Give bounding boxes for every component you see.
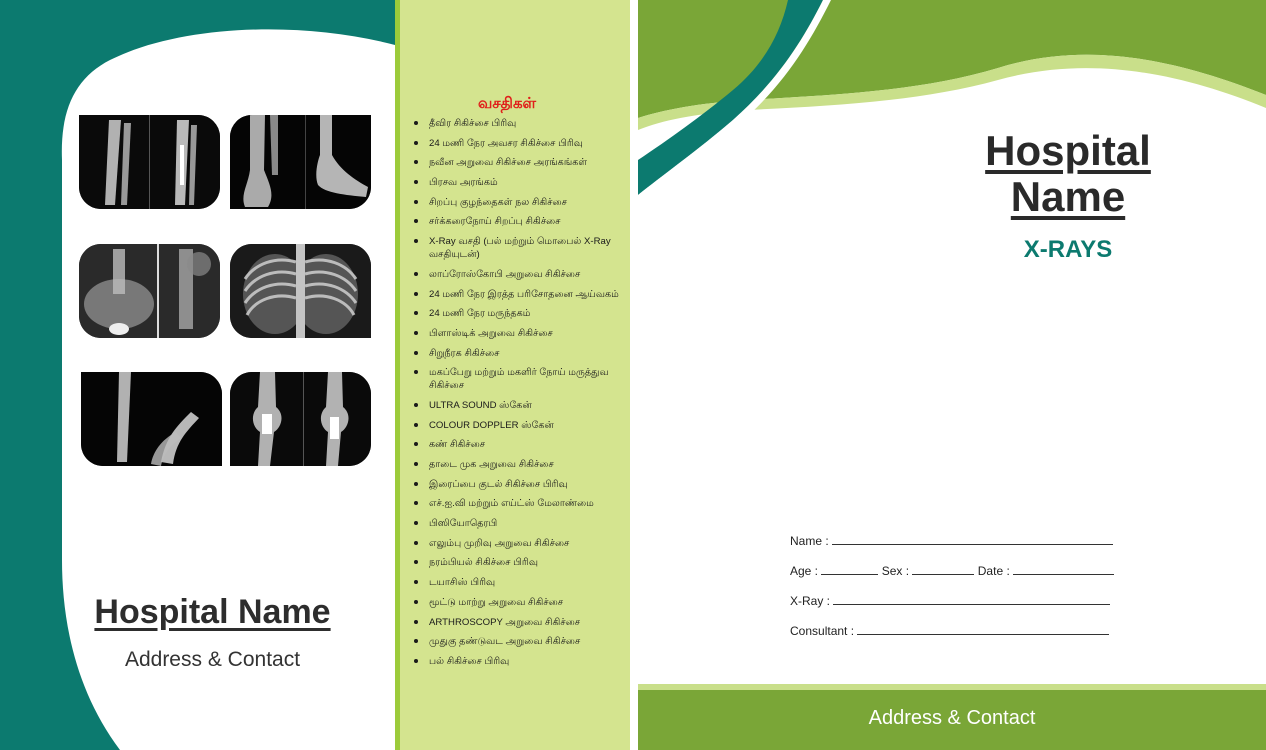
facility-item xyxy=(410,478,625,491)
left-panel xyxy=(0,0,395,750)
facility-item xyxy=(410,176,625,189)
bullet-icon xyxy=(414,200,418,204)
bullet-icon xyxy=(414,639,418,643)
facility-item xyxy=(410,537,625,550)
facility-item xyxy=(410,196,625,209)
bullet-icon xyxy=(414,403,418,407)
bullet-icon xyxy=(414,351,418,355)
arm-elbow-xray xyxy=(81,372,222,466)
bullet-icon xyxy=(414,311,418,315)
facility-label: ULTRA SOUND ஸ்கேன் xyxy=(429,399,532,411)
consultant-field[interactable] xyxy=(857,622,1109,635)
date-label: Date : xyxy=(977,564,1010,578)
bullet-icon xyxy=(414,659,418,663)
facilities-panel xyxy=(395,0,630,750)
facility-label: பல் சிகிச்சை பிரிவு xyxy=(429,655,510,667)
facility-label: 24 மணி நேர மருந்தகம் xyxy=(429,308,531,320)
facility-item xyxy=(410,616,625,629)
facility-label: நரம்பியல் சிகிச்சை பிரிவு xyxy=(429,557,539,569)
facility-item xyxy=(410,137,625,150)
sex-field[interactable] xyxy=(912,562,974,575)
bullet-icon xyxy=(414,521,418,525)
facility-item xyxy=(410,307,625,320)
sex-label: Sex : xyxy=(881,564,910,578)
facility-label: நவீன அறுவை சிகிச்சை அரங்கங்கள் xyxy=(429,157,588,169)
facility-label: சர்க்கரைநோய் சிறப்பு சிகிச்சை xyxy=(429,216,561,228)
bullet-icon xyxy=(414,541,418,545)
facility-item xyxy=(410,576,625,589)
facility-item xyxy=(410,366,625,392)
facility-label: எச்.ஐ.வி மற்றும் எய்ட்ஸ் மேலாண்மை xyxy=(429,498,594,510)
bullet-icon xyxy=(414,292,418,296)
facility-label: COLOUR DOPPLER ஸ்கேன் xyxy=(429,419,554,431)
bullet-icon xyxy=(414,121,418,125)
facility-item xyxy=(410,438,625,451)
name-field[interactable] xyxy=(832,532,1113,545)
date-field[interactable] xyxy=(1013,562,1114,575)
bullet-icon xyxy=(414,370,418,374)
facility-item xyxy=(410,419,625,432)
facility-item xyxy=(410,635,625,648)
facility-item xyxy=(410,327,625,340)
bullet-icon xyxy=(414,620,418,624)
ankle-foot-xray xyxy=(230,115,371,209)
bullet-icon xyxy=(414,180,418,184)
xray-label: X-Ray : xyxy=(790,594,831,608)
bullet-icon xyxy=(414,219,418,223)
facility-item xyxy=(410,117,625,130)
bullet-icon xyxy=(414,239,418,243)
panel-divider xyxy=(630,0,638,750)
facilities-title: வசதிகள் xyxy=(478,95,537,112)
facility-label: லாப்ரோஸ்கோபி அறுவை சிகிச்சை xyxy=(429,268,581,280)
right-panel xyxy=(638,0,1266,750)
facility-label: 24 மணி நேர அவசர சிகிச்சை பிரிவு xyxy=(429,137,583,149)
facility-label: சிறப்பு குழந்தைகள் நல சிகிச்சை xyxy=(429,196,567,208)
facility-label: 24 மணி நேர இரத்த பரிசோதனை ஆய்வகம் xyxy=(429,288,619,300)
facility-label: தீவிர சிகிச்சை பிரிவு xyxy=(429,118,517,129)
facility-label: இரைப்பை குடல் சிகிச்சை பிரிவு xyxy=(429,478,568,490)
bullet-icon xyxy=(414,331,418,335)
facility-item xyxy=(410,596,625,609)
chest-xray xyxy=(230,244,371,338)
facility-item xyxy=(410,517,625,530)
footer-address: Address & Contact xyxy=(868,707,1036,729)
bullet-icon xyxy=(414,501,418,505)
facility-item xyxy=(410,458,625,471)
facility-item xyxy=(410,235,625,261)
xray-field[interactable] xyxy=(833,592,1110,605)
facility-item xyxy=(410,399,625,412)
bullet-icon xyxy=(414,560,418,564)
bullet-icon xyxy=(414,482,418,486)
bullet-icon xyxy=(414,462,418,466)
xray-row xyxy=(790,592,1110,608)
forearm-xray xyxy=(79,115,220,209)
bullet-icon xyxy=(414,600,418,604)
pelvis-spine-xray xyxy=(79,244,220,338)
facility-item xyxy=(410,497,625,510)
bullet-icon xyxy=(414,141,418,145)
bullet-icon xyxy=(414,423,418,427)
name-label: Name : xyxy=(790,534,829,548)
facility-label: மகப்பேறு மற்றும் மகளிர் நோய் மருத்துவ சிகிச்சை xyxy=(429,367,609,392)
facility-label: டயாசிஸ் பிரிவு xyxy=(429,577,496,589)
facility-label: மூட்டு மாற்று அறுவை சிகிச்சை xyxy=(429,596,564,608)
facility-label: எலும்பு முறிவு அறுவை சிகிச்சை xyxy=(429,537,570,549)
age-sex-date-row xyxy=(790,562,1114,578)
facility-label: முதுகு தண்டுவட அறுவை சிகிச்சை xyxy=(429,636,581,648)
bullet-icon xyxy=(414,580,418,584)
knee-xray xyxy=(230,372,371,466)
facility-label: கண் சிகிச்சை xyxy=(429,439,486,451)
facility-item xyxy=(410,347,625,360)
facility-item xyxy=(410,556,625,569)
facility-item xyxy=(410,215,625,228)
bullet-icon xyxy=(414,160,418,164)
facility-label: பிளாஸ்டிக் அறுவை சிகிச்சை xyxy=(429,327,553,339)
name-row xyxy=(790,532,1113,548)
facility-item xyxy=(410,268,625,281)
age-label: Age : xyxy=(790,564,819,578)
bullet-icon xyxy=(414,272,418,276)
facility-label: ARTHROSCOPY அறுவை சிகிச்சை xyxy=(429,616,581,628)
consultant-label: Consultant : xyxy=(790,624,855,638)
facility-label: பிஸியோதெரபி xyxy=(429,518,498,530)
left-hospital-name: Hospital Name xyxy=(94,593,331,631)
facility-item xyxy=(410,288,625,301)
age-field[interactable] xyxy=(821,562,878,575)
title-line-2: Name xyxy=(1010,173,1126,220)
facility-label: X-Ray வசதி (பல் மற்றும் மொபைல் X-Ray வசதியுடன்) xyxy=(429,236,611,261)
facility-label: சிறுநீரக சிகிச்சை xyxy=(429,347,500,359)
facility-label: பிரசவ அரங்கம் xyxy=(429,177,498,189)
facilities-list xyxy=(410,117,625,675)
facility-label: தாடை முக அறுவை சிகிச்சை xyxy=(429,459,554,470)
facility-item xyxy=(410,156,625,169)
xrays-subtitle: X-RAYS xyxy=(1023,236,1113,263)
right-hospital-title xyxy=(968,128,1168,220)
facility-item xyxy=(410,655,625,668)
consultant-row xyxy=(790,622,1109,638)
title-line-1: Hospital xyxy=(985,127,1151,174)
left-address: Address & Contact xyxy=(124,648,301,671)
bullet-icon xyxy=(414,442,418,446)
